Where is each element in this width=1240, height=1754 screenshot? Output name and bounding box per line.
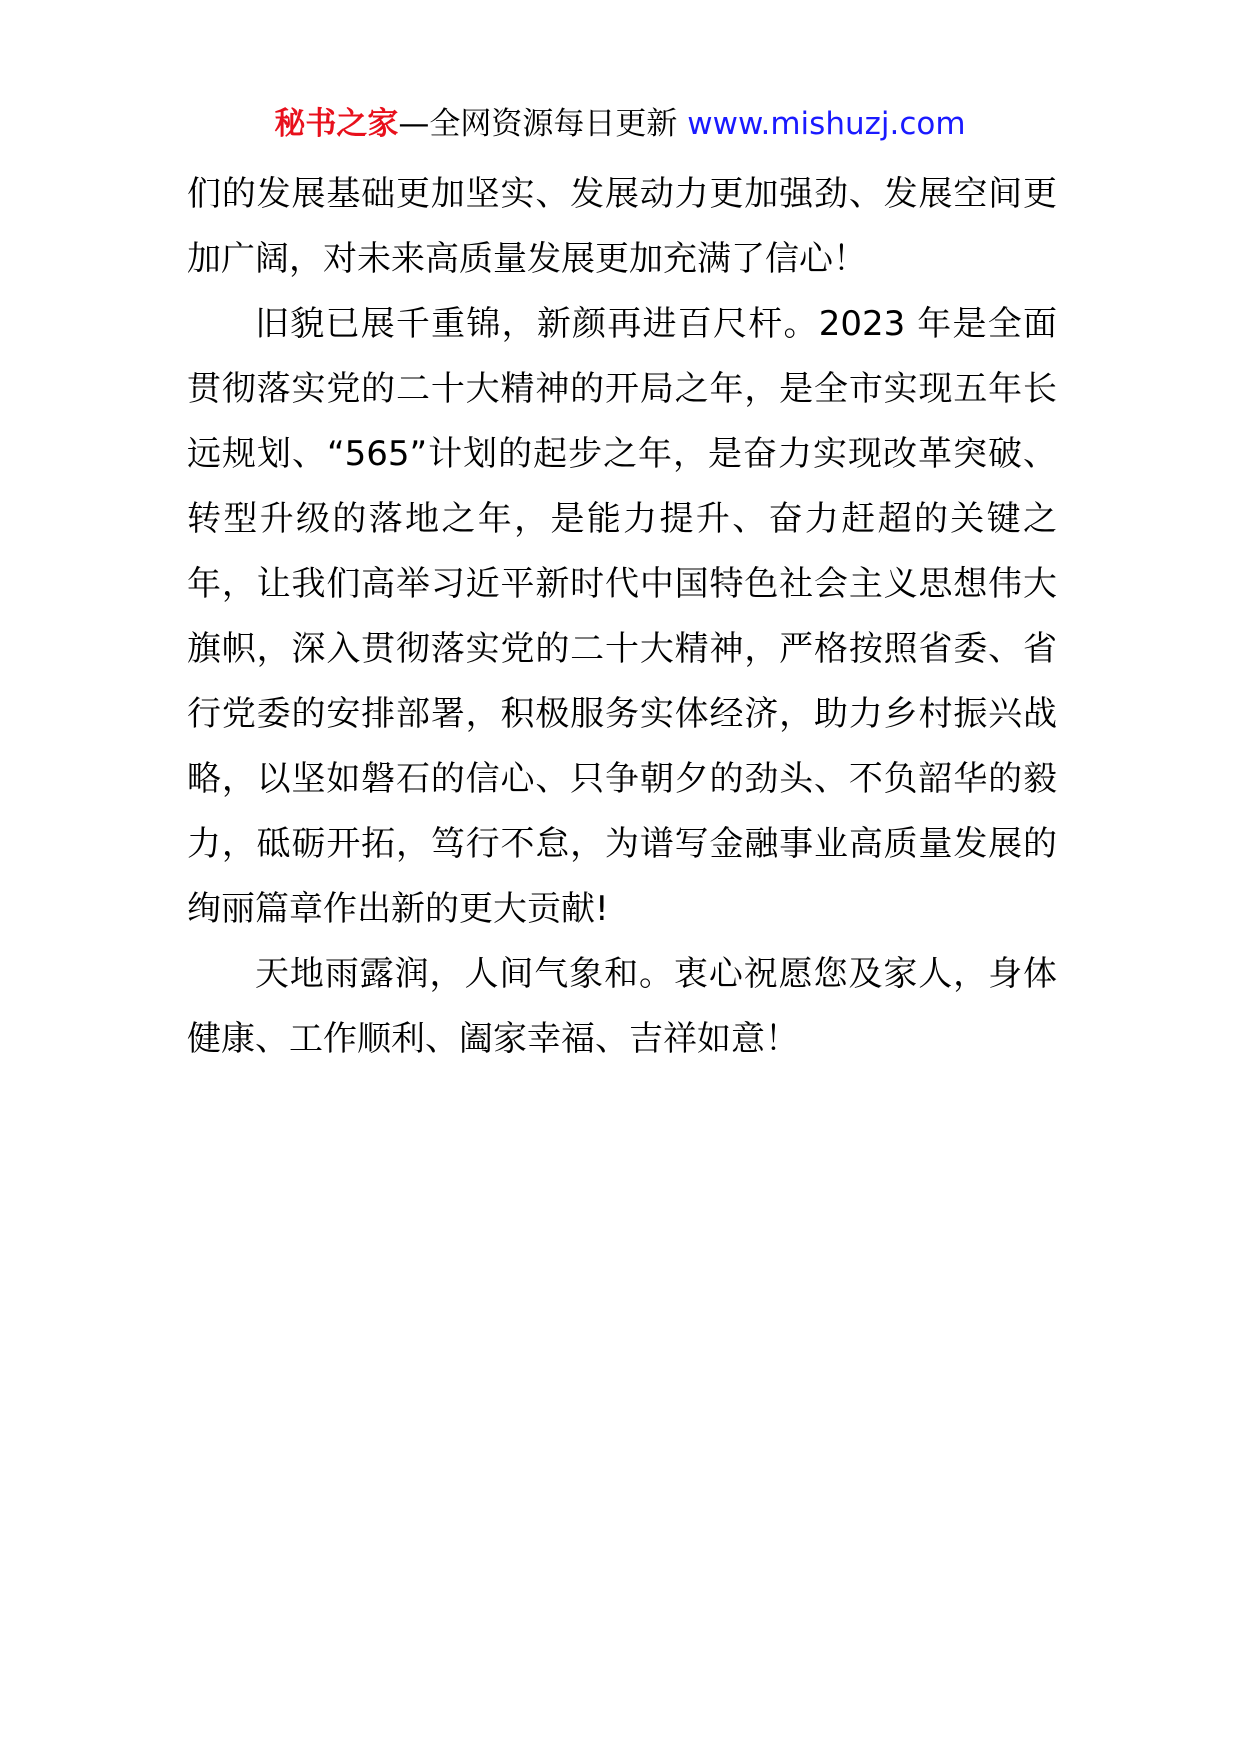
paragraph-blessing: 天地雨露润，人间气象和。衷心祝愿您及家人，身体健康、工作顺利、阖家幸福、吉祥如意！ <box>187 954 1057 1059</box>
site-url-link[interactable]: www.mishuzj.com <box>687 106 966 142</box>
paragraph-continuation: 们的发展基础更加坚实、发展动力更加强劲、发展空间更加广阔，对未来高质量发展更加充满了信心！ <box>187 174 1057 279</box>
banner-tagline: —全网资源每日更新 <box>398 106 688 142</box>
brand-name: 秘书之家 <box>274 106 399 142</box>
paragraph-new-year-goals: 旧貌已展千重锦，新颜再进百尺杆。2023 年是全面贯彻落实党的二十大精神的开局之年，是全市实现五年长远规划、“565”计划的起步之年，是奋力实现改革突破、转型升级的落地之年，是能力提升、奋力赶超的关键之年，让我们高举习近平新时代中国特色社会主义思想伟大旗帜，深入贯彻落实党的二十大精神，严格按照省委、省行党委的安排部署，积极服务实体经济，助力乡村振兴战略，以坚如磐石的信心、只争朝夕的劲头、不负韶华的毅力，砥砺开拓，笃行不怠，为谱写金融事业高质量发展的绚丽篇章作出新的更大贡献! <box>187 304 1057 929</box>
site-banner <box>0 102 1240 146</box>
document-body <box>187 162 1057 1072</box>
